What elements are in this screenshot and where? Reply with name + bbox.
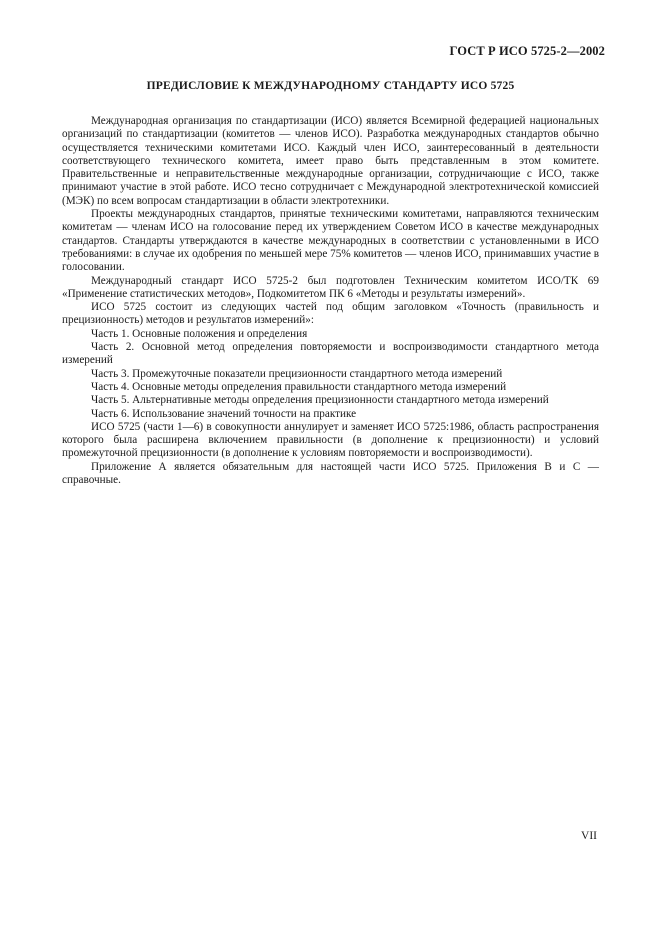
list-item-part-6: Часть 6. Использование значений точности на практике	[91, 407, 357, 420]
page-number: VII	[581, 830, 597, 842]
list-item-part-2: Часть 2. Основной метод определения повторяемости и воспроизводимости стандартного метода измерений	[62, 341, 599, 367]
body-text	[62, 115, 599, 487]
standard-code: ГОСТ Р ИСО 5725-2—2002	[449, 44, 605, 58]
page-title: ПРЕДИСЛОВИЕ К МЕЖДУНАРОДНОМУ СТАНДАРТУ ИСО 5725	[146, 80, 515, 92]
list-item-part-3: Часть 3. Промежуточные показатели прецизионности стандартного метода измерений	[91, 367, 503, 380]
paragraph-replaces: ИСО 5725 (части 1—6) в совокупности аннулирует и заменяет ИСО 5725:1986, область распространения которого была расширена включением правильности (в дополнение к прецизионности) и условий промежуточной прецизионности (в дополнение к условиям повторяемости и воспроизводимости).	[62, 420, 599, 460]
paragraph-parts-intro: ИСО 5725 состоит из следующих частей под общим заголовком «Точность (правильность и прецизионность) методов и результатов измерений»:	[62, 301, 599, 327]
paragraph-draft-standards: Проекты международных стандартов, принятые техническими комитетами, направляются техническим комитетам — членам ИСО на голосование перед их утверждением Советом ИСО в качестве международных стандартов. Стандарты утверждаются в качестве международных в соответствии с установленными в ИСО требованиями: в случае их одобрения по меньшей мере 75% комитетов — членов ИСО, принимавших участие в голосовании.	[62, 208, 599, 274]
paragraph-iso-organization: Международная организация по стандартизации (ИСО) является Всемирной федерацией национальных организаций по стандартизации (комитетов — членов ИСО). Разработка международных стандартов обычно осуществляется техническими комитетами ИСО. Каждый член ИСО, заинтересованный в деятельности соответствующего технического комитета, имеет право быть представленным в этом комитете. Правительственные и неправительственные международные организации, сотрудничающие с ИСО, также принимают участие в этой работе. ИСО тесно сотрудничает с Международной электротехнической комиссией (МЭК) по всем вопросам стандартизации в области электротехники.	[62, 115, 599, 207]
paragraph-prepared-by: Международный стандарт ИСО 5725-2 был подготовлен Техническим комитетом ИСО/ТК 69 «Применение статистических методов», Подкомитетом ПК 6 «Методы и результаты измерений».	[62, 274, 599, 300]
list-item-part-5: Часть 5. Альтернативные методы определения прецизионности стандартного метода измерений	[91, 394, 549, 407]
list-item-part-4: Часть 4. Основные методы определения правильности стандартного метода измерений	[91, 380, 507, 393]
paragraph-annexes: Приложение А является обязательным для настоящей части ИСО 5725. Приложения В и С — справочные.	[62, 460, 599, 487]
list-item-part-1: Часть 1. Основные положения и определения	[91, 327, 308, 340]
